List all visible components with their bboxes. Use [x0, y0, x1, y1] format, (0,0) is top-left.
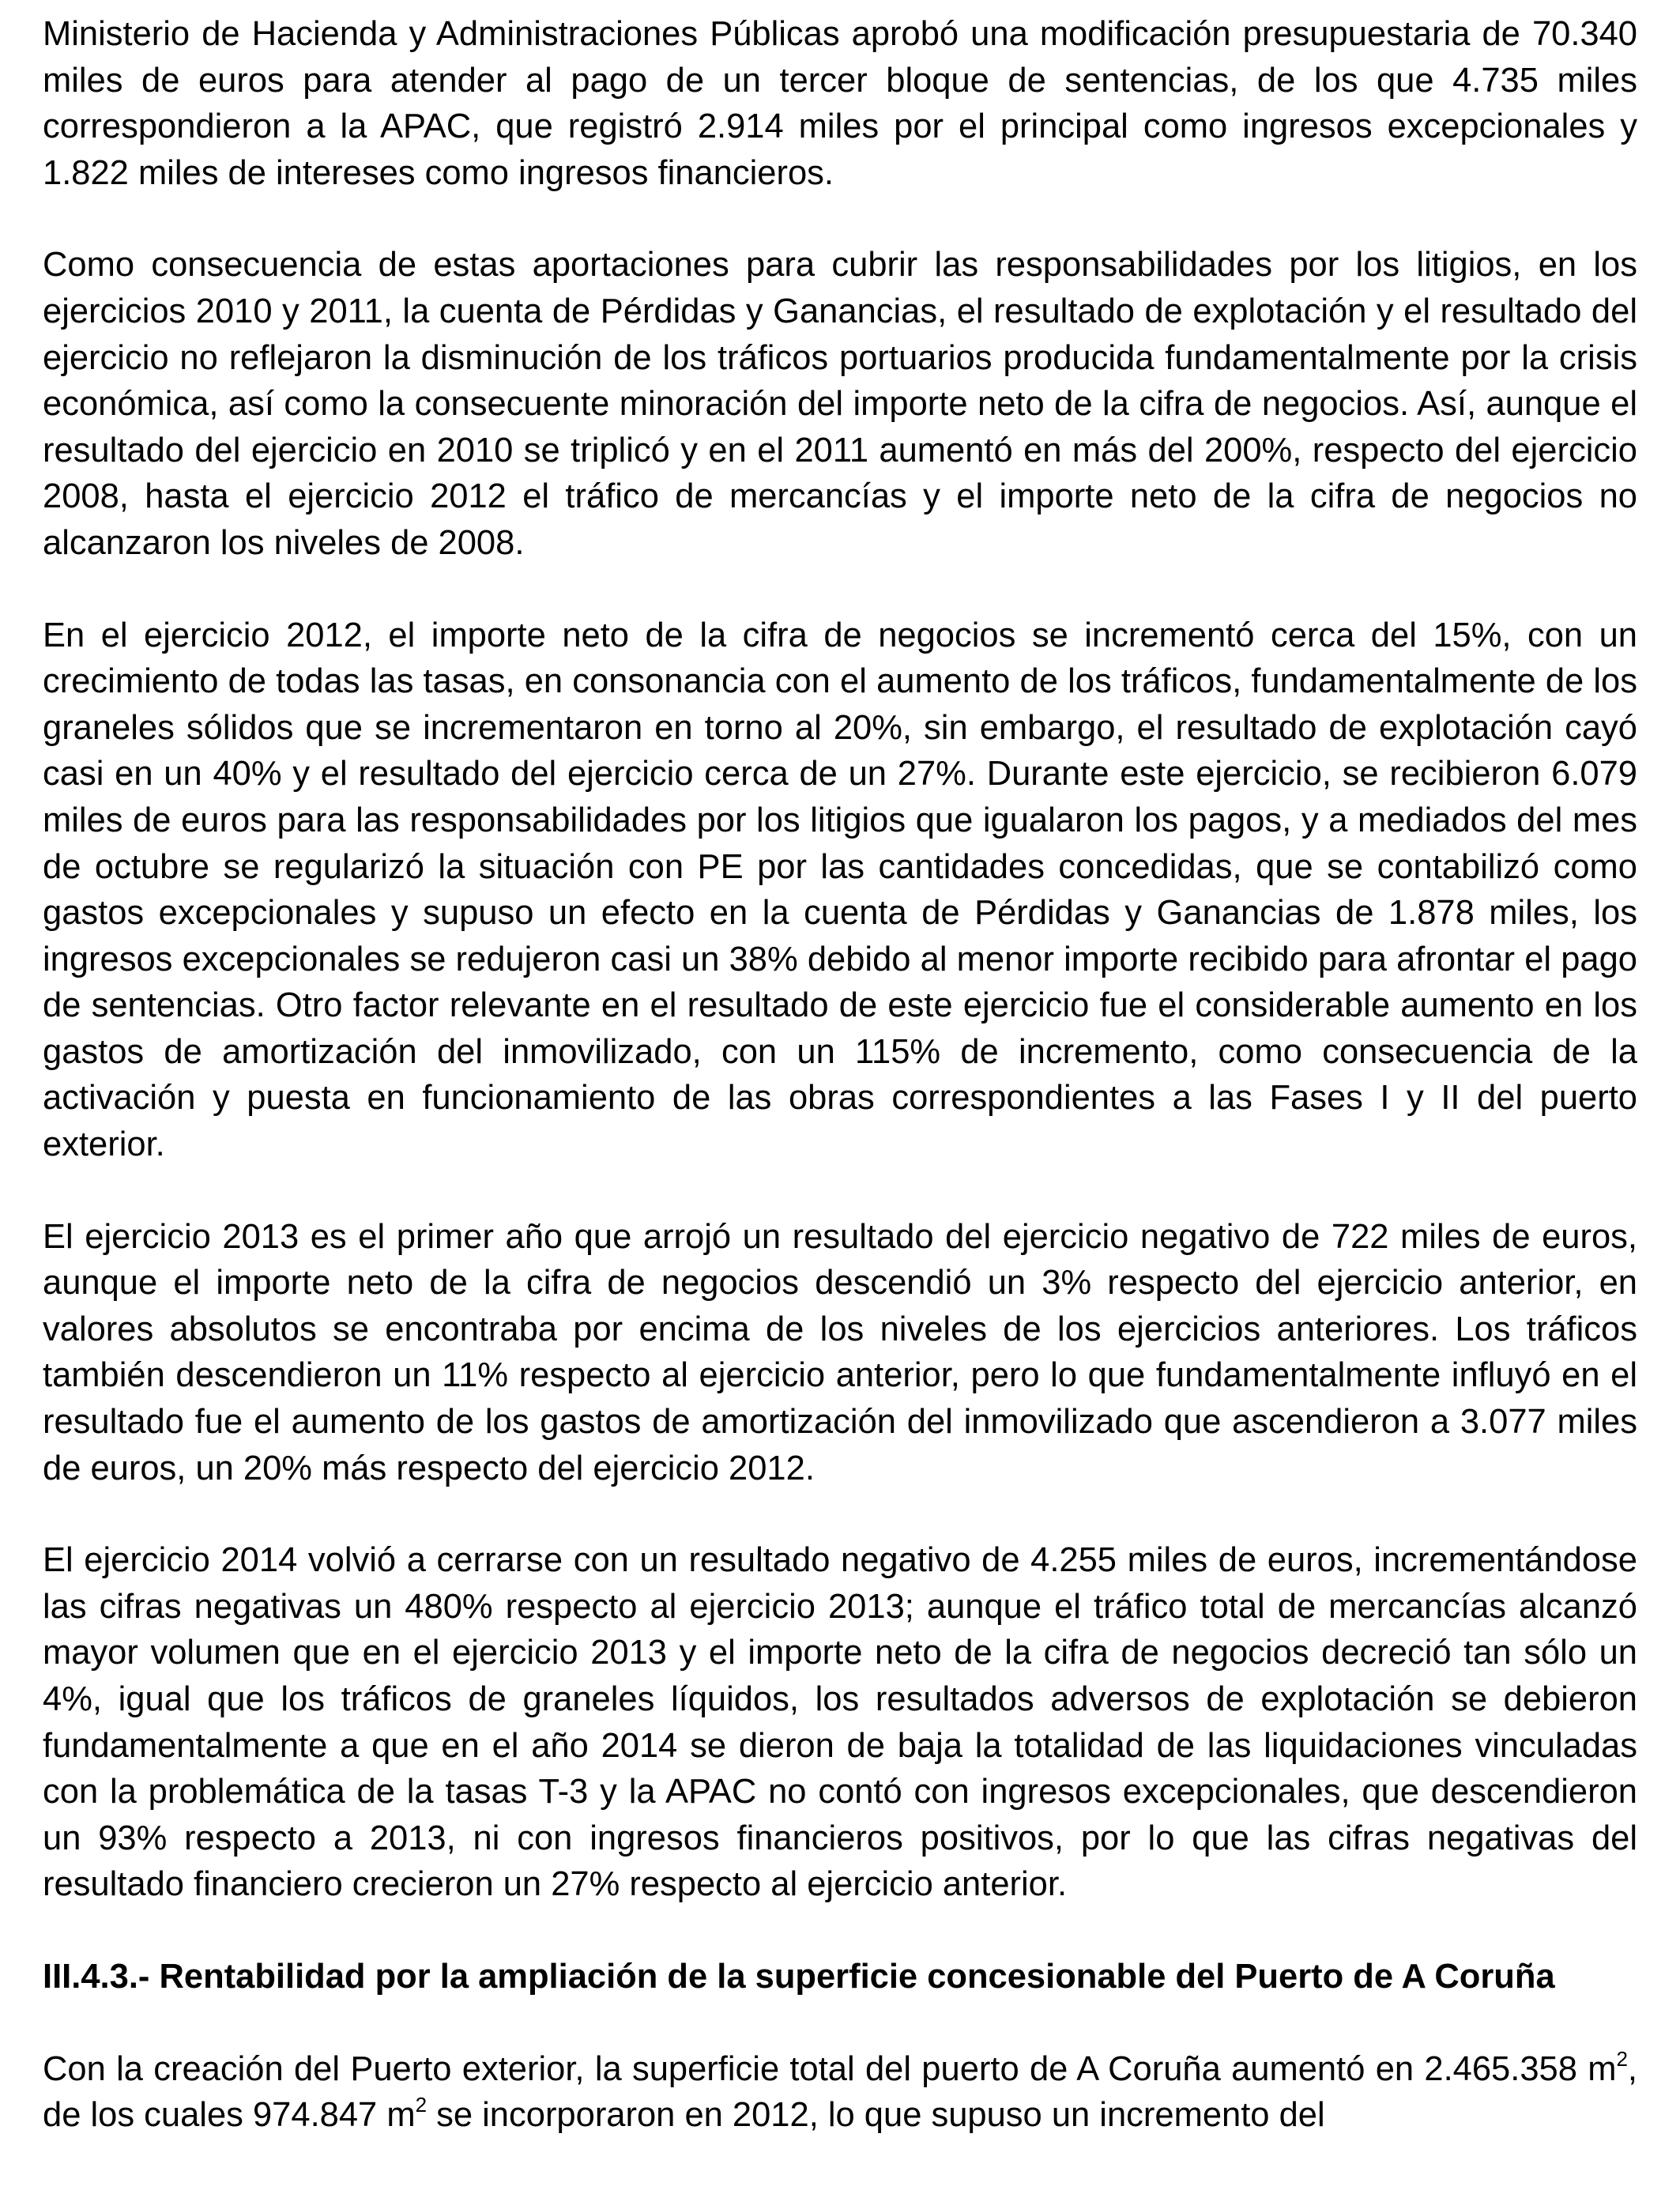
superscript-2: 2 [1616, 2046, 1628, 2071]
superficie-text-part3: se incorporaron en 2012, lo que supuso un incremento del [427, 2096, 1325, 2135]
superficie-text-part1: Con la creación del Puerto exterior, la superficie total del puerto de A Coruña aumentó en 2.465.358 m [43, 2049, 1617, 2088]
superficie-text-part2: , de los cuales 974.847 m [43, 2049, 1637, 2135]
document-page [43, 11, 1637, 2185]
paragraph-modificacion-presupuestaria: Ministerio de Hacienda y Administraciones Públicas aprobó una modificación presupuestaria de 70.340 miles de euros para atender al pago de un tercer bloque de sentencias, de los que 4.735 miles correspondieron a la APAC, que registró 2.914 miles por el principal como ingresos excepcionales y 1.822 miles de intereses como ingresos financieros. [43, 15, 1637, 192]
superscript-2: 2 [415, 2093, 428, 2117]
paragraph-ejercicio-2012: En el ejercicio 2012, el importe neto de la cifra de negocios se incrementó cerca del 15%, con un crecimiento de todas las tasas, en consonancia con el aumento de los tráficos, fundamentalmente de los graneles sólidos que se incrementaron en torno al 20%, sin embargo, el resultado de explotación cayó casi en un 40% y el resultado del ejercicio cerca de un 27%. Durante este ejercicio, se recibieron 6.079 miles de euros para las responsabilidades por los litigios que igualaron los pagos, y a mediados del mes de octubre se regularizó la situación con PE por las cantidades concedidas, que se contabilizó como gastos excepcionales y supuso un efecto en la cuenta de Pérdidas y Ganancias de 1.878 miles, los ingresos excepcionales se redujeron casi un 38% debido al menor importe recibido para afrontar el pago de sentencias. Otro factor relevante en el resultado de este ejercicio fue el considerable aumento en los gastos de amortización del inmovilizado, con un 115% de incremento, como consecuencia de la activación y puesta en funcionamiento de las obras correspondientes a las Fases I y II del puerto exterior. [43, 616, 1637, 1164]
section-heading: III.4.3.- Rentabilidad por la ampliación de la superficie concesionable del Puerto de A Coruña [43, 1957, 1555, 1996]
paragraph-aportaciones-litigios: Como consecuencia de estas aportaciones para cubrir las responsabilidades por los litigios, en los ejercicios 2010 y 2011, la cuenta de Pérdidas y Ganancias, el resultado de explotación y el resultado del ejercicio no reflejaron la disminución de los tráficos portuarios producida fundamentalmente por la crisis económica, así como la consecuente minoración del importe neto de la cifra de negocios. Así, aunque el resultado del ejercicio en 2010 se triplicó y en el 2011 aumentó en más del 200%, respecto del ejercicio 2008, hasta el ejercicio 2012 el tráfico de mercancías y el importe neto de la cifra de negocios no alcanzaron los niveles de 2008. [43, 246, 1637, 562]
paragraph-ejercicio-2013: El ejercicio 2013 es el primer año que arrojó un resultado del ejercicio negativo de 722 miles de euros, aunque el importe neto de la cifra de negocios descendió un 3% respecto del ejercicio anterior, en valores absolutos se encontraba por encima de los niveles de los ejercicios anteriores. Los tráficos también descendieron un 11% respecto al ejercicio anterior, pero lo que fundamentalmente influyó en el resultado fue el aumento de los gastos de amortización del inmovilizado que ascendieron a 3.077 miles de euros, un 20% más respecto del ejercicio 2012. [43, 1217, 1637, 1487]
paragraph-superficie-puerto [43, 2046, 1637, 2139]
paragraph-ejercicio-2014: El ejercicio 2014 volvió a cerrarse con un resultado negativo de 4.255 miles de euros, incrementándose las cifras negativas un 480% respecto al ejercicio 2013; aunque el tráfico total de mercancías alcanzó mayor volumen que en el ejercicio 2013 y el importe neto de la cifra de negocios decreció tan sólo un 4%, igual que los tráficos de graneles líquidos, los resultados adversos de explotación se debieron fundamentalmente a que en el año 2014 se dieron de baja la totalidad de las liquidaciones vinculadas con la problemática de la tasas T-3 y la APAC no contó con ingresos excepcionales, que descendieron un 93% respecto a 2013, ni con ingresos financieros positivos, por lo que las cifras negativas del resultado financiero crecieron un 27% respecto al ejercicio anterior. [43, 1541, 1637, 1904]
